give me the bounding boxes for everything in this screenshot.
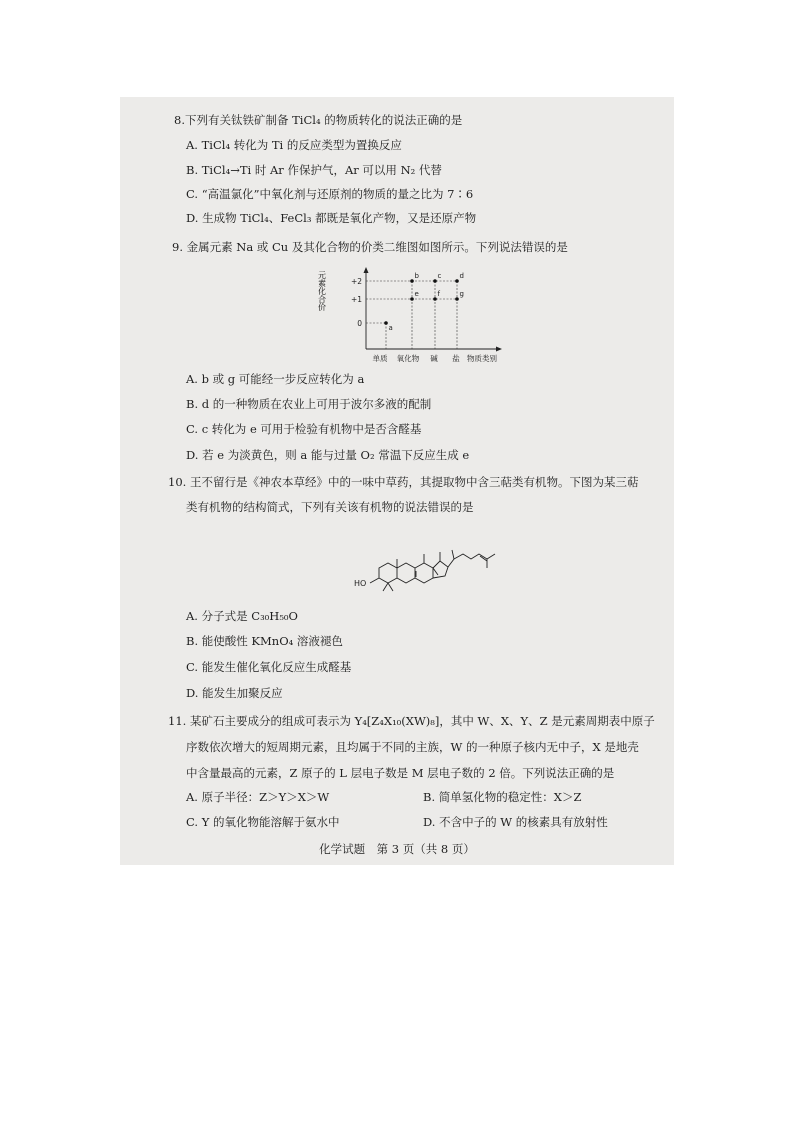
hydroxyl-label: HO (354, 579, 367, 588)
x-tick-label: 盐 (452, 354, 460, 363)
x-tick-label: 物质类别 (467, 354, 497, 363)
point-a (384, 321, 388, 325)
point-label-g: g (459, 290, 464, 298)
q9-stem: 9. 金属元素 Na 或 Cu 及其化合物的价类二维图如图所示。下列说法错误的是 (172, 240, 568, 254)
point-label-e: e (414, 290, 419, 298)
x-tick-label: 单质 (372, 354, 388, 363)
q11-stem-line2: 序数依次增大的短周期元素，且均属于不同的主族，W 的一种原子核内无中子，X 是地壳 (186, 740, 639, 754)
point-label-d: d (459, 272, 464, 280)
q9-option-c: C. c 转化为 e 可用于检验有机物中是否含醛基 (186, 422, 422, 436)
page-footer: 化学试题 第 3 页（共 8 页） (319, 842, 475, 856)
q10-option-d: D. 能发生加聚反应 (186, 686, 283, 700)
q10-option-c: C. 能发生催化氧化反应生成醛基 (186, 660, 352, 674)
x-axis-arrow (496, 347, 502, 352)
point-b (410, 279, 414, 283)
valence-class-chart (318, 265, 508, 367)
point-label-f: f (437, 290, 440, 298)
q11-option-c: C. Y 的氧化物能溶解于氨水中 (186, 815, 340, 829)
q8-option-c: C. “高温氯化”中氧化剂与还原剂的物质的量之比为 7∶6 (186, 187, 474, 201)
y-tick-label: +1 (350, 295, 362, 304)
chart-yticks (351, 277, 362, 328)
point-e (410, 297, 414, 301)
q9-option-b: B. d 的一种物质在农业上可用于波尔多液的配制 (186, 397, 432, 411)
chart-ylabel: 元素化合价 (318, 271, 327, 311)
x-tick-label: 氧化物 (396, 354, 420, 363)
q10-stem-line2: 类有机物的结构简式，下列有关该有机物的说法错误的是 (186, 500, 474, 514)
q10-option-a: A. 分子式是 C₃₀H₅₀O (186, 609, 298, 623)
q10-option-b: B. 能使酸性 KMnO₄ 溶液褪色 (186, 634, 343, 648)
triterpene-structure (352, 521, 502, 603)
q11-stem-line1: 11. 某矿石主要成分的组成可表示为 Y₄[Z₄X₁₀(XW)₈]，其中 W、X、Y、Z 是元素周期表中原子 (168, 714, 655, 728)
q8-option-b: B. TiCl₄→Ti 时 Ar 作保护气，Ar 可以用 N₂ 代替 (186, 163, 442, 177)
point-label-a: a (388, 324, 393, 332)
q8-stem: 8.下列有关钛铁矿制备 TiCl₄ 的物质转化的说法正确的是 (174, 113, 463, 127)
structure-bonds (370, 550, 495, 591)
point-f (433, 297, 437, 301)
chart-grid (366, 281, 457, 349)
q8-option-d: D. 生成物 TiCl₄、FeCl₃ 都既是氧化产物，又是还原产物 (186, 211, 477, 225)
x-tick-label: 碱 (430, 354, 438, 363)
q9-option-d: D. 若 e 为淡黄色，则 a 能与过量 O₂ 常温下反应生成 e (186, 448, 470, 462)
q11-option-d: D. 不含中子的 W 的核素具有放射性 (423, 815, 608, 829)
y-axis-arrow (364, 267, 369, 273)
y-tick-label: +2 (350, 277, 362, 286)
point-label-c: c (437, 272, 442, 280)
point-d (455, 279, 459, 283)
q8-option-a: A. TiCl₄ 转化为 Ti 的反应类型为置换反应 (186, 138, 402, 152)
point-g (455, 297, 459, 301)
exam-page (120, 97, 674, 865)
q11-option-b: B. 简单氢化物的稳定性：X＞Z (423, 790, 582, 804)
point-c (433, 279, 437, 283)
q11-stem-line3: 中含量最高的元素，Z 原子的 L 层电子数是 M 层电子数的 2 倍。下列说法正确的是 (186, 766, 615, 780)
q9-option-a: A. b 或 g 可能经一步反应转化为 a (186, 372, 365, 386)
q11-option-a: A. 原子半径：Z＞Y＞X＞W (186, 790, 330, 804)
y-tick-label: 0 (357, 319, 362, 328)
chart-xticks (373, 353, 498, 363)
q10-stem-line1: 10. 王不留行是《神农本草经》中的一味中草药，其提取物中含三萜类有机物。下图为某三萜 (168, 475, 639, 489)
point-label-b: b (414, 272, 419, 280)
